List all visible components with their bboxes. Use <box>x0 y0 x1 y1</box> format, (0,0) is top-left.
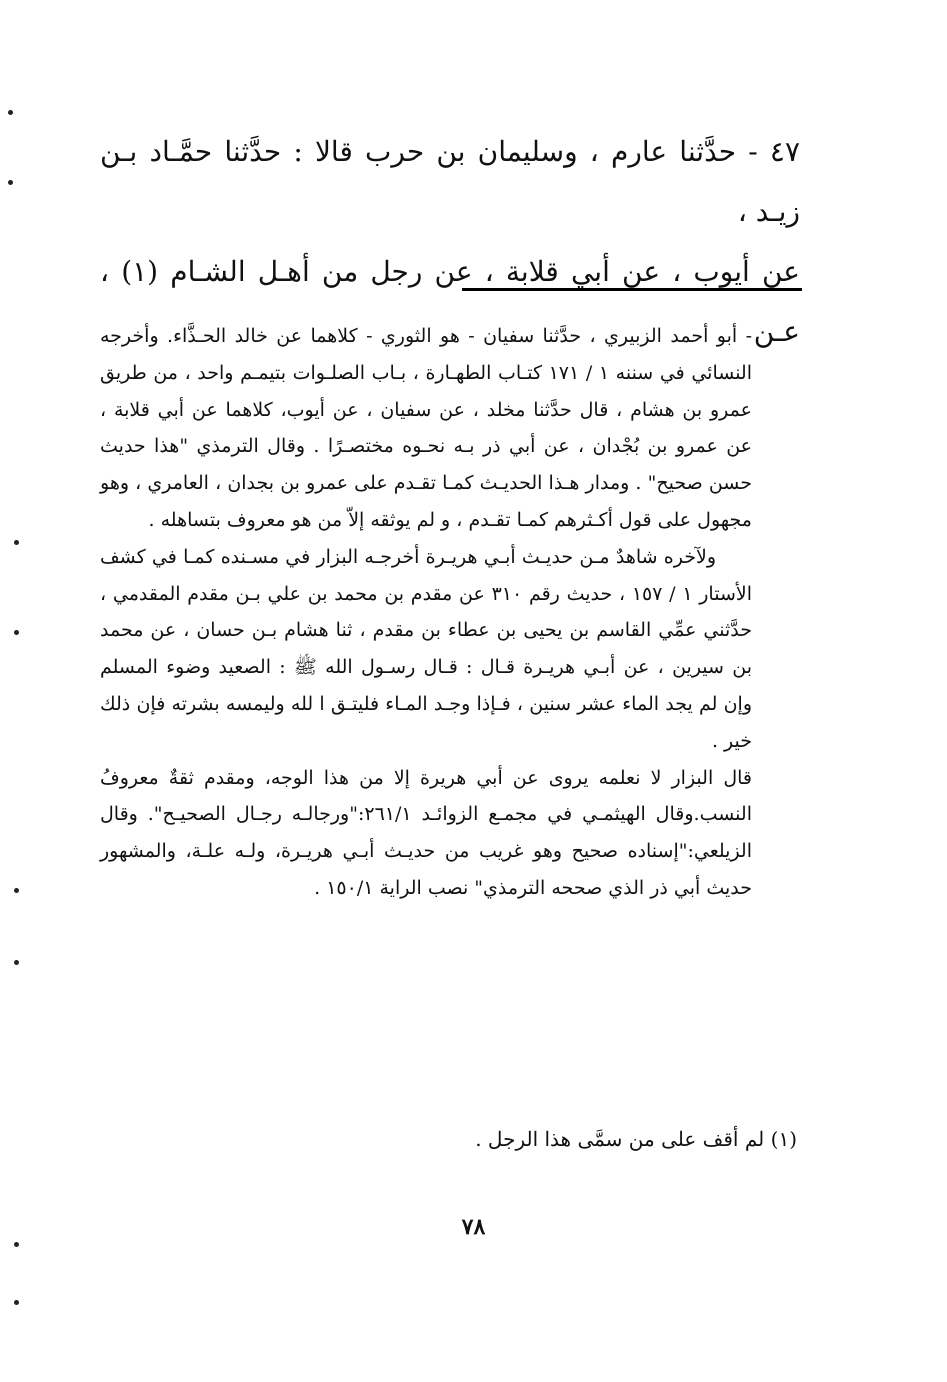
scan-speck <box>14 1300 19 1305</box>
footnote-text: لم أقف على من سمَّى هذا الرجل . <box>475 1127 765 1151</box>
commentary-notes <box>100 318 752 907</box>
scan-speck <box>8 110 13 115</box>
main-text-line-1: ٤٧ - حدَّثنا عارم ، وسليمان بن حرب قالا : حدَّثنا حمَّـاد بـن زيـد ، <box>100 135 800 228</box>
footnote-marker: (١) <box>770 1127 797 1151</box>
scan-speck <box>14 960 19 965</box>
note-paragraph-2: ولآخره شاهدٌ مـن حديـث أبـي هريـرة أخرجـه البزار في مسـنده كمـا في كشف الأستار ١ / ١٥٧ ، حديث رقم ٣١٠ عن مقدم بن محمد بن علي بـن مقدم المقدمي ، حدَّثني عمِّي القاسم بن يحيى بن عطاء بن مقدم ، ثنا هشام بـن حسان ، عن محمد بن سيرين ، عن أبـي هريـرة قـال : قـال رسـول الله ﷺ : الصعيد وضوء المسلم وإن لم يجد الماء عشر سنين ، فـإذا وجـد المـاء فليتـق ا لله وليمسه بشرته فإن ذلك خير . <box>100 545 752 752</box>
note-paragraph-3: قال البزار لا نعلمه يروى عن أبي هريرة إلا من هذا الوجه، ومقدم ثقةٌ معروفُ النسب.وقال الهيثمـي في مجمـع الزوائـد ٢٦١/١:"ورجالـه رجـال الصحيـح". وقال الزيلعي:"إسناده صحيح وهو غريب من حديـث أبـي هريـرة، ولـه علـة، والمشهور حديث أبي ذر الذي صححه الترمذي" نصب الراية ١٥٠/١ . <box>100 766 752 899</box>
footnote <box>197 1124 797 1154</box>
scan-speck <box>14 1242 19 1247</box>
main-text-line-2: عن أيوب ، عن أبي قلابة ، عن رجل من أهـل الشـام (١) ، عـن <box>100 255 800 348</box>
scan-speck <box>14 540 19 545</box>
note-paragraph-1: - أبو أحمد الزبيري ، حدَّثنا سفيان - هو الثوري - كلاهما عن خالد الحـذَّاء. وأخرجه النسائي في سننه ١ / ١٧١ كتـاب الطهـارة ، بـاب الصلـوات بتيمـم واحد ، من طريق عمرو بن هشام ، قال حدَّثنا مخلد ، عن سفيان ، عن أيوب، كلاهما عن أبي قلابة ، عن عمرو بن بُجْدان ، عن أبي ذر بـه نحـوه مختصـرًا . وقال الترمذي "هذا حديث حسن صحيح" . ومدار هـذا الحديـث كمـا تقـدم على عمرو بن بجدان ، العامري ، وهو مجهول على قول أكـثرهم كمـا تقـدم ، و لم يوثقه إلاّ من هو معروف بتساهله . <box>100 325 753 531</box>
page-number: ٧٨ <box>461 1214 486 1240</box>
scan-speck <box>14 888 19 893</box>
footnote-separator <box>462 288 802 291</box>
scan-speck <box>8 180 13 185</box>
scan-speck <box>14 630 19 635</box>
